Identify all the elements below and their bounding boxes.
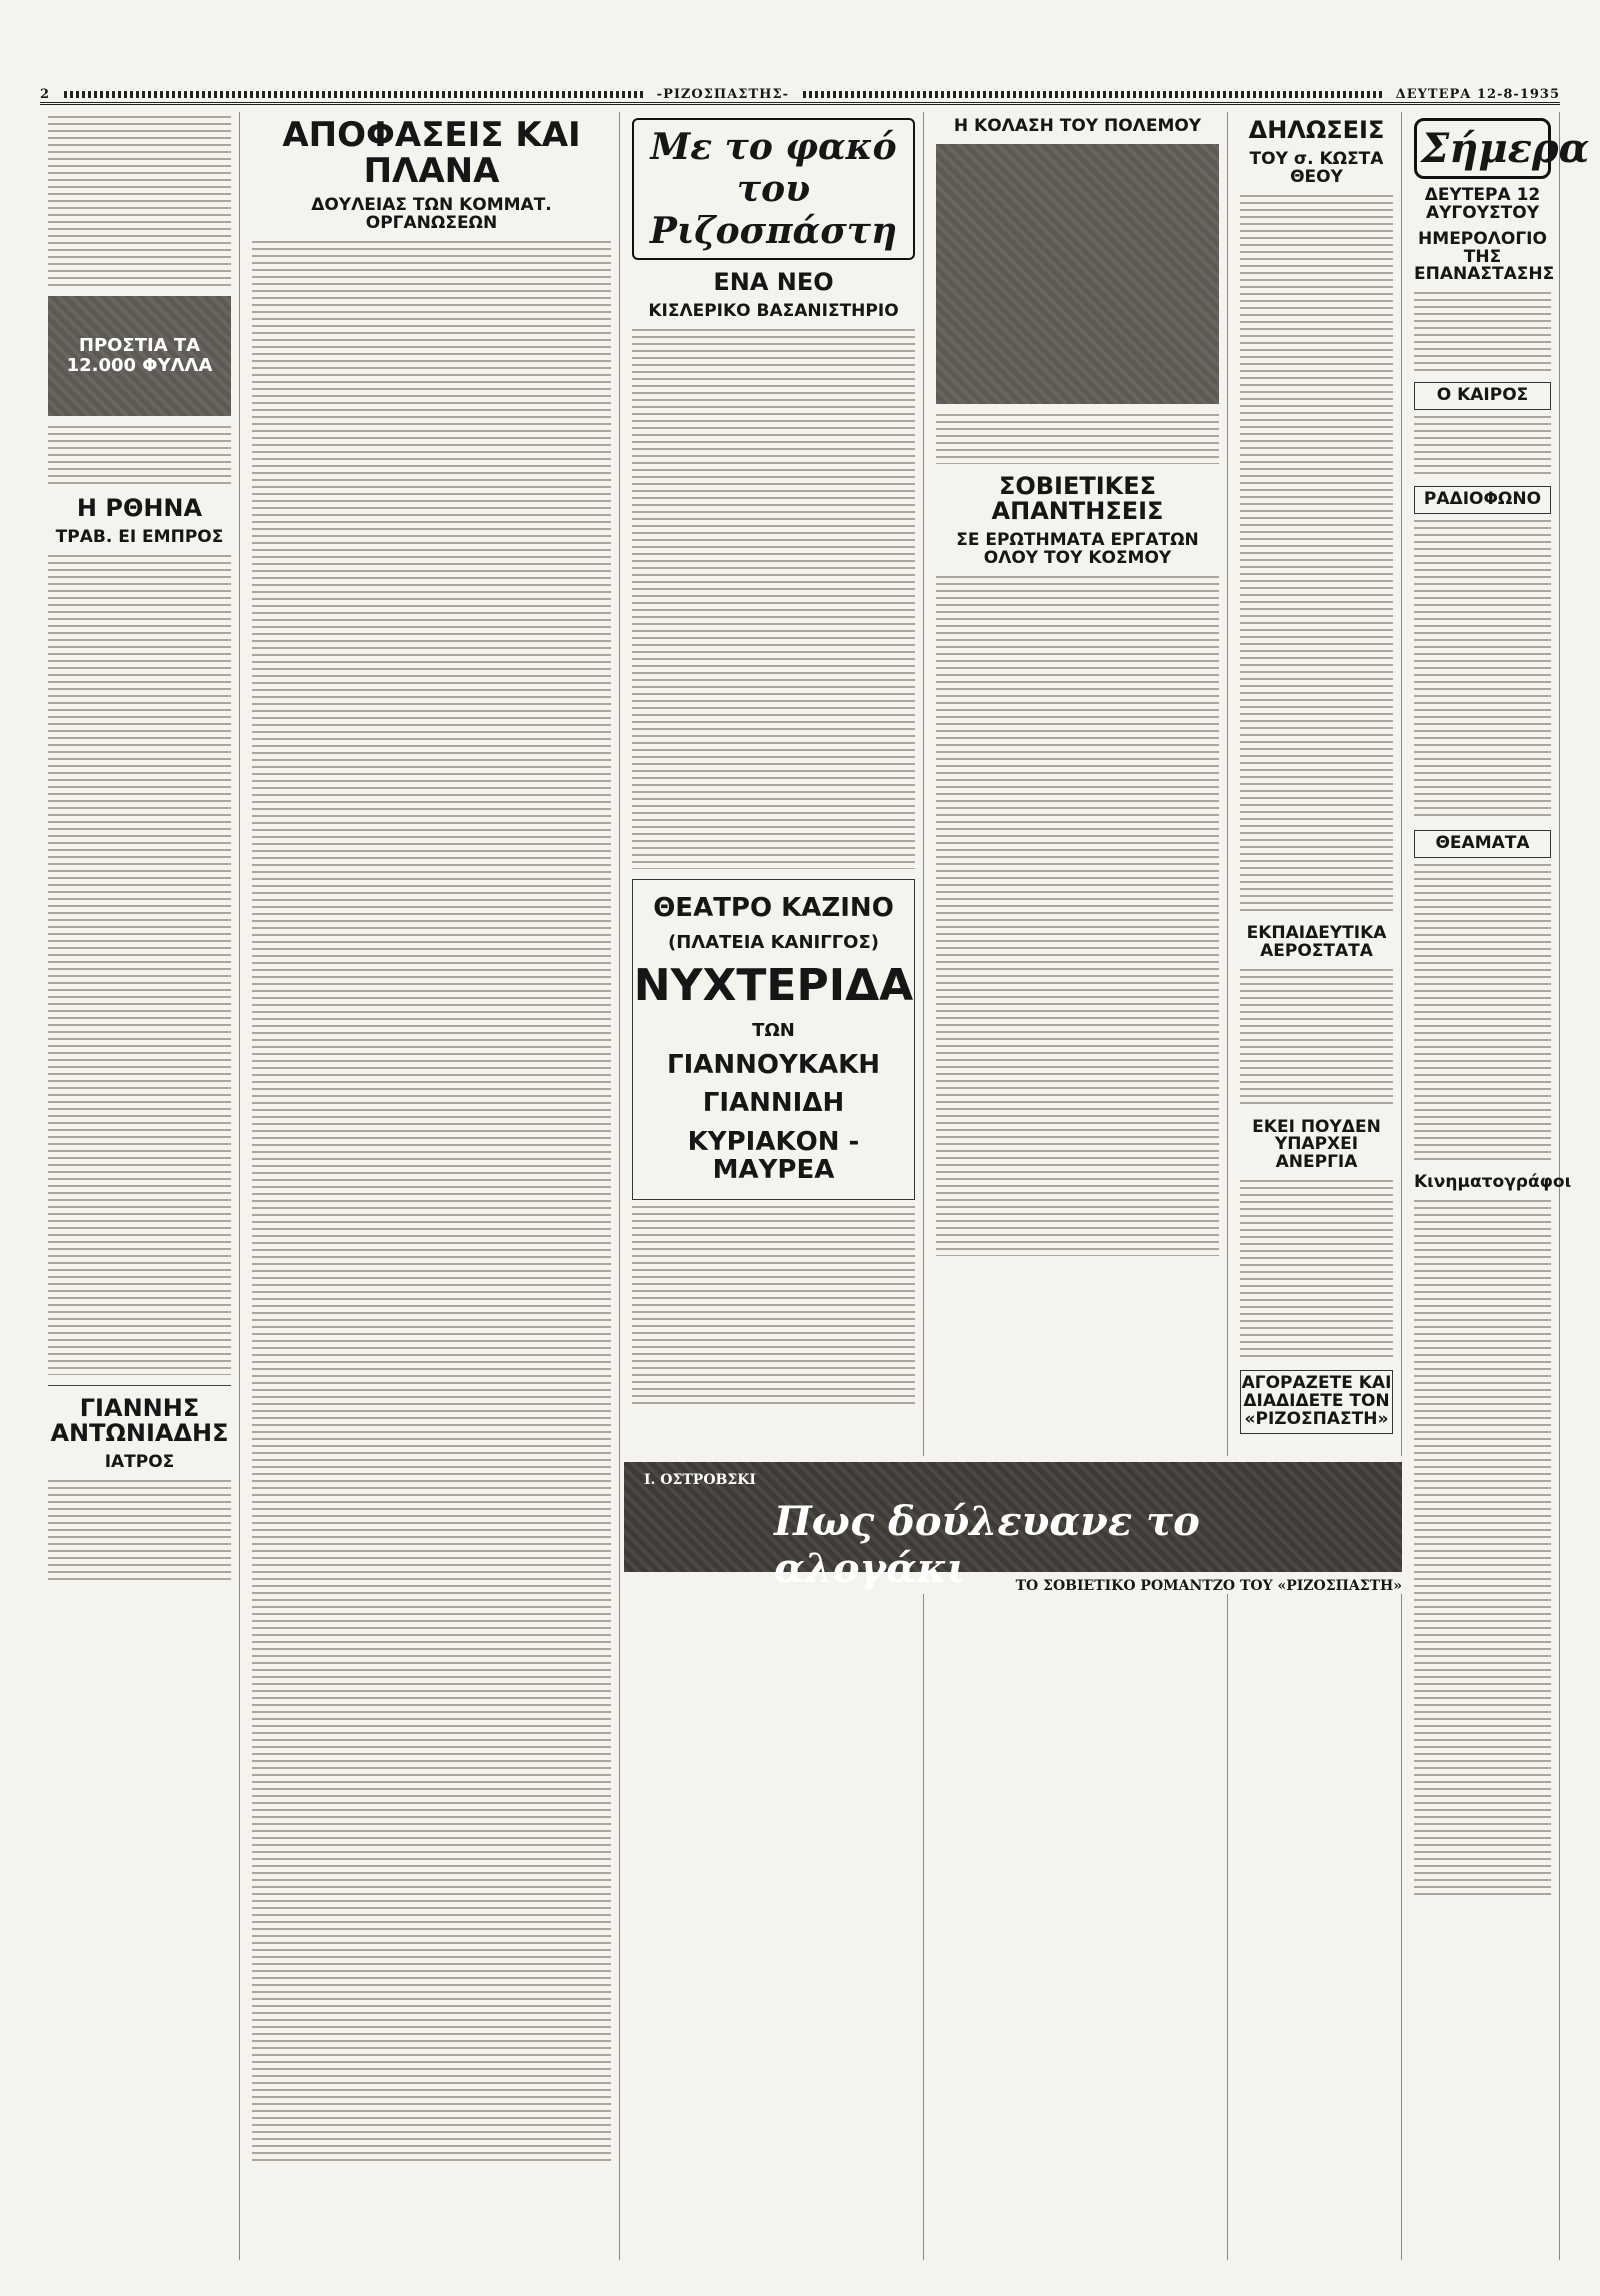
article-heading: ΕΝΑ ΝΕΟ [713, 268, 834, 296]
theatre-name: ΘΕΑΤΡΟ ΚΑΖΙΝΟ [653, 893, 894, 924]
serial-title: Πως δούλευανε το αλογάκι [774, 1498, 1200, 1592]
column-1 [40, 112, 240, 2260]
play-author: ΓΙΑΝΝΙΔΗ [702, 1088, 845, 1119]
serial-banner [624, 1456, 1402, 1594]
section-text [1414, 864, 1551, 1164]
section-text [1414, 1200, 1551, 1900]
article-heading: ΕΚΠΑΙΔΕΥΤΙΚΑ ΑΕΡΟΣΤΑΤΑ [1246, 922, 1387, 961]
photo [48, 296, 231, 416]
play-title: ΝΥΧΤΕΡΙΔΑ [633, 960, 914, 1012]
ad-heading: ΓΙΑΝΝΗΣ ΑΝΤΩΝΙΑΔΗΣ [50, 1394, 229, 1448]
photo-heading: ΠΡΟΣΤΙΑ ΤΑ 12.000 ΦΥΛΛΑ [66, 335, 213, 376]
photo-heading: Η ΚΟΛΑΣΗ ΤΟΥ ΠΟΛΕΜΟΥ [953, 116, 1202, 136]
article-subheading: ΤΟΥ σ. ΚΩΣΤΑ ΘΕΟΥ [1249, 149, 1384, 188]
article-text [632, 1206, 915, 1406]
section-heading: Ο ΚΑΙΡΟΣ [1414, 382, 1551, 410]
section-heading: ΗΜΕΡΟΛΟΓΙΟ ΤΗΣ ΕΠΑΝΑΣΤΑΣΗΣ [1414, 228, 1555, 285]
article-subheading: ΔΟΥΛΕΙΑΣ ΤΩΝ ΚΟΜΜΑΤ. ΟΡΓΑΝΩΣΕΩΝ [311, 195, 552, 234]
paper-name: -ΡΙΖΟΣΠΑΣΤΗΣ- [656, 86, 790, 102]
column-6 [1406, 112, 1590, 2260]
column-2 [244, 112, 620, 2260]
article-text [48, 555, 231, 1375]
play-credit-label: ΤΩΝ [752, 1019, 795, 1041]
article-subheading: ΚΙΣΛΕΡΙΚΟ ΒΑΣΑΝΙΣΤΗΡΙΟ [648, 301, 899, 322]
play-cast: ΚΥΡΙΑΚΟΝ - ΜΑΥΡΕΑ [687, 1126, 860, 1186]
column-4 [928, 112, 1228, 2260]
section-heading: Κινηματογράφοι [1414, 1171, 1572, 1192]
article-text [632, 329, 915, 869]
serial-strapline: ΤΟ ΣΟΒΙΕΤΙΚΟ ΡΟΜΑΝΤΖΟ ΤΟΥ «ΡΙΖΟΣΠΑΣΤΗ» [1015, 1578, 1402, 1594]
section-title: Σήμερα [1414, 118, 1551, 179]
article-heading: Η ΡΘΗΝΑ [76, 494, 203, 522]
issue-date: ΔΕΥΤΕΡΑ 12-8-1935 [1395, 86, 1561, 102]
section-banner: Με το φακό του Ριζοσπάστη [632, 118, 915, 260]
section-heading: ΘΕΑΜΑΤΑ [1414, 830, 1551, 858]
section-text [1414, 292, 1551, 372]
section-text [1414, 520, 1551, 820]
column-5 [1232, 112, 1402, 2260]
masthead-ornament [803, 91, 1382, 98]
date-line: ΔΕΥΤΕΡΑ 12 ΑΥΓΟΥΣΤΟΥ [1424, 185, 1541, 223]
page-number: 2 [40, 86, 51, 102]
article-text [1240, 969, 1393, 1109]
ad-text [48, 1480, 231, 1580]
ad-subheading: ΙΑΤΡΟΣ [104, 1452, 175, 1473]
section-heading: ΡΑΔΙΟΦΩΝΟ [1414, 486, 1551, 514]
article-text [48, 426, 231, 486]
article-subheading: ΣΕ ΕΡΩΤΗΜΑΤΑ ΕΡΓΑΤΩΝ ΟΛΟΥ ΤΟΥ ΚΟΣΜΟΥ [956, 530, 1199, 569]
photo-caption [936, 414, 1219, 464]
play-author: ΓΙΑΝΝΟΥΚΑΚΗ [667, 1049, 880, 1080]
article-text [1240, 195, 1393, 915]
masthead-ornament [64, 91, 643, 98]
article-heading: ΣΟΒΙΕΤΙΚΕΣ ΑΠΑΝΤΗΣΕΙΣ [991, 471, 1164, 526]
article-text [48, 116, 231, 286]
masthead [40, 86, 1560, 105]
article-heading: ΔΗΛΩΣΕΙΣ [1248, 116, 1385, 144]
theatre-location: (ΠΛΑΤΕΙΑ ΚΑΝΙΓΓΟΣ) [667, 931, 880, 953]
article-text [252, 241, 611, 2161]
article-text [936, 576, 1219, 1256]
column-3 [624, 112, 924, 2260]
article-subheading: ΤΡΑΒ. ΕΙ ΕΜΠΡΟΣ [55, 527, 224, 548]
theatre-ad [632, 879, 915, 1200]
article-text [1240, 1180, 1393, 1360]
article-heading: ΕΚΕΙ ΠΟΥΔΕΝ ΥΠΑΡΧΕΙ ΑΝΕΡΓΙΑ [1252, 1116, 1381, 1173]
divider [48, 1385, 231, 1386]
article-heading: ΑΠΟΦΑΣΕΙΣ ΚΑΙ ΠΛΑΝΑ [282, 115, 581, 191]
serial-author: Ι. ΟΣΤΡΟΒΣΚΙ [644, 1472, 756, 1488]
notice-box: ΑΓΟΡΑΖΕΤΕ ΚΑΙ ΔΙΑΔΙΔΕΤΕ ΤΟΝ «ΡΙΖΟΣΠΑΣΤΗ» [1240, 1370, 1393, 1434]
photo [936, 144, 1219, 404]
section-text [1414, 416, 1551, 476]
